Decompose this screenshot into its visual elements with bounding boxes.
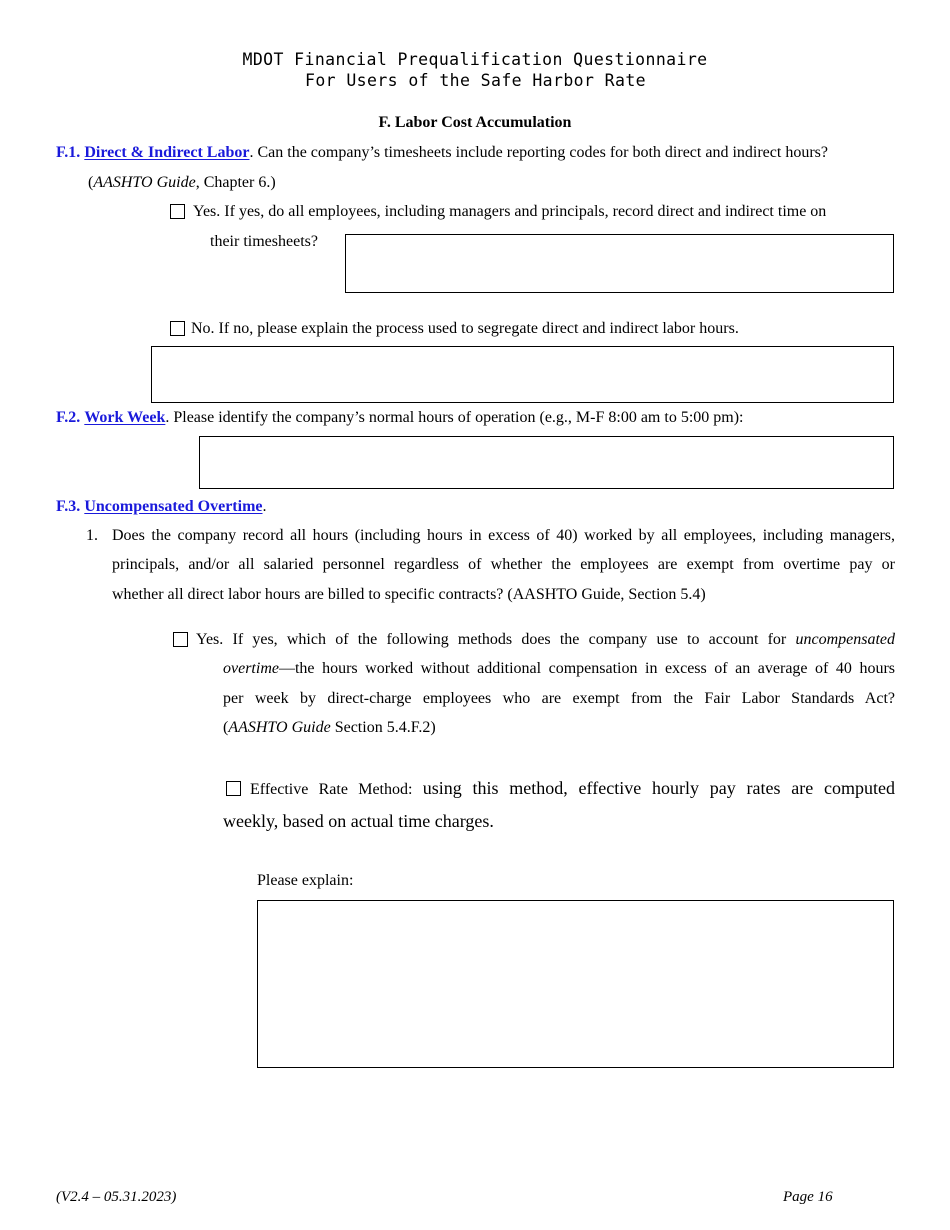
f1-reference: (AASHTO Guide, Chapter 6.)	[88, 174, 276, 191]
f1-yes-continuation: their timesheets?	[210, 233, 318, 250]
f1-link-direct-indirect-labor[interactable]: Direct & Indirect Labor	[84, 144, 250, 161]
f1-yes-checkbox[interactable]	[170, 204, 185, 219]
f2-answer-field[interactable]	[199, 436, 894, 489]
explain-answer-field[interactable]	[257, 900, 894, 1068]
f2-number: F.2.	[56, 409, 81, 426]
f3-yes-line-2: overtime—the hours worked without additional compensation in excess of an average of 40 hours	[223, 660, 895, 677]
footer-page-number: Page 16	[783, 1189, 833, 1205]
form-subtitle: For Users of the Safe Harbor Rate	[305, 71, 647, 90]
form-title: MDOT Financial Prequalification Questionnaire	[242, 50, 708, 69]
f3-link-uncompensated-overtime[interactable]: Uncompensated Overtime	[84, 498, 263, 515]
section-title: F. Labor Cost Accumulation	[378, 114, 572, 131]
f3-yes-line-4: (AASHTO Guide Section 5.4.F.2)	[223, 719, 436, 736]
f3-item-line-1: Does the company record all hours (including hours in excess of 40) worked by all employees, including managers,	[112, 527, 895, 544]
f3-yes-checkbox[interactable]	[173, 632, 188, 647]
footer-version: (V2.4 – 05.31.2023)	[56, 1189, 177, 1205]
f3-number: F.3.	[56, 498, 81, 515]
f3-item-number: 1.	[86, 527, 98, 544]
f2-question-text: . Please identify the company’s normal hours of operation (e.g., M-F 8:00 am to 5:00 pm):	[165, 409, 744, 426]
f1-question	[56, 143, 828, 163]
effective-rate-method-line-1: Effective Rate Method: using this method, effective hourly pay rates are computed	[250, 778, 895, 798]
f2-question	[56, 408, 743, 428]
f1-no-label: No. If no, please explain the process used to segregate direct and indirect labor hours.	[191, 320, 739, 337]
f1-no-checkbox[interactable]	[170, 321, 185, 336]
f1-question-text: . Can the company’s timesheets include reporting codes for both direct and indirect hours?	[249, 144, 828, 161]
aashto-guide-ref: AASHTO Guide	[93, 174, 196, 191]
f2-link-work-week[interactable]: Work Week	[84, 409, 166, 426]
f3-yes-line-3: per week by direct-charge employees who are exempt from the Fair Labor Standards Act?	[223, 690, 895, 707]
please-explain-label: Please explain:	[257, 872, 354, 889]
effective-rate-method-checkbox[interactable]	[226, 781, 241, 796]
effective-rate-method-line-2: weekly, based on actual time charges.	[223, 811, 494, 831]
f1-yes-label: Yes. If yes, do all employees, including managers and principals, record direct and indirect time on	[193, 203, 827, 220]
f3-item-line-3: whether all direct labor hours are billed to specific contracts? (AASHTO Guide, Section 5.4)	[112, 586, 706, 603]
f3-yes-line-1: Yes. If yes, which of the following methods does the company use to account for uncompensated	[196, 631, 895, 648]
f1-no-answer-field[interactable]	[151, 346, 894, 403]
f3-item-line-2: principals, and/or all salaried personnel regardless of whether the employees are exempt from overtime pay or	[112, 556, 895, 573]
f1-yes-answer-field[interactable]	[345, 234, 894, 293]
f3-heading: F.3. Uncompensated Overtime.	[56, 498, 267, 515]
f1-number: F.1.	[56, 144, 81, 161]
